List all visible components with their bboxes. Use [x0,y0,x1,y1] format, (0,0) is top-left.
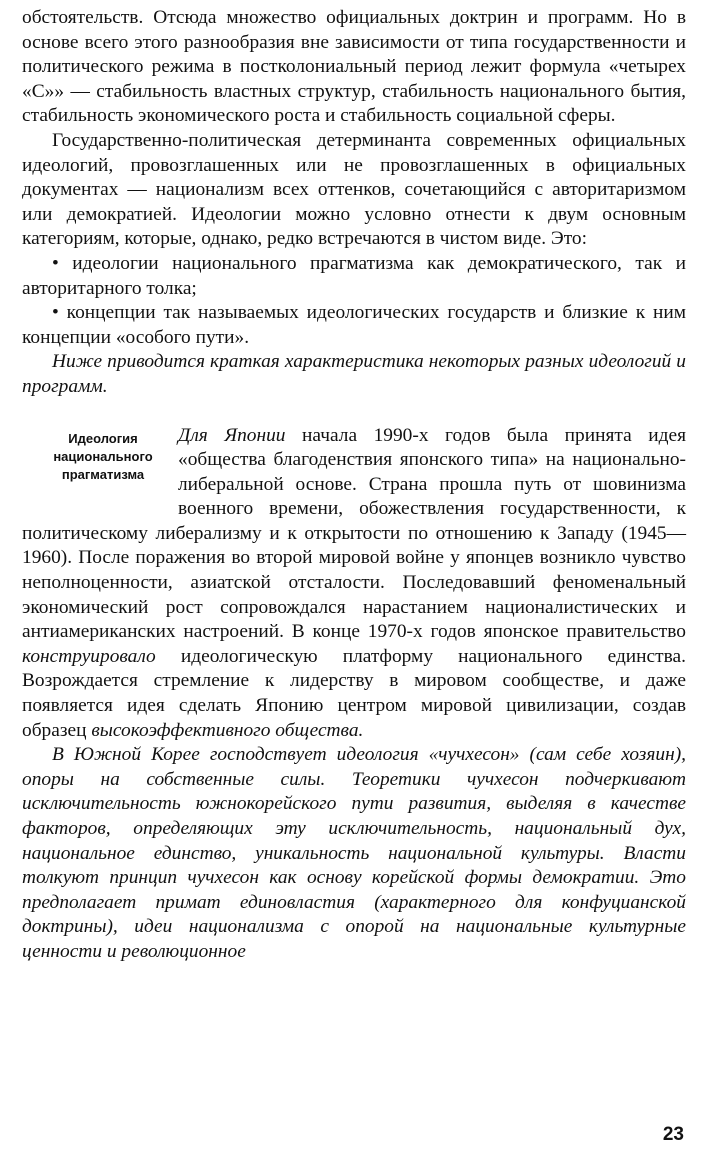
japan-italic-2: высокоэффективного общества. [91,719,364,741]
japan-text-2: идеологическую платформу национального единства. Возрождается стремление к лидерству в мировом сообществе, и даже появляется идея сделать Японию центром мировой цивилизации, создав образец [22,645,686,741]
japan-lead: Для Японии [178,424,286,446]
bullet-item-pragmatism: • идеологии национального прагматизма как демократического, так и авторитарного толка; [22,252,686,299]
sidebar-heading-line: прагматизма [61,466,145,482]
japan-italic-1: конструировало [22,645,156,667]
japan-text-1: начала 1990-х годов была принята идея «общества благоденствия японского типа» на национально-либеральной основе. Страна прошла путь от шовинизма военного времени, обожествления государственности, к политическому либерализму и к открытости по отношению к Западу (1945—1960). После поражения во второй мировой войне у японцев возникло чувство неполноценности, азиатской отсталости. Последовавший феноменальный экономический рост сопровождался нарастанием националистических и антиамериканских настроений. В конце 1970-х годов японское правительство [22,424,686,643]
section-japan [22,424,686,744]
page-body [22,6,686,965]
bullet-item-special-path: • концепции так называемых идеологических государств и близкие к ним концепции «особого пути». [22,302,686,348]
paragraph-determinant: Государственно-политическая детерминанта современных официальных идеологий, провозглашенных или не провозглашенных в официальных документах — национализм всех оттенков, сочетающийся с авторитаризмом или демократией. Идеологии можно условно отнести к двум основным категориям, которые, однако, редко встречаются в чистом виде. Это: [22,129,686,250]
sidebar-heading-line: Идеология [68,430,138,446]
paragraph-intro: Ниже приводится краткая характеристика некоторых разных идеологий и программ. [22,351,686,397]
paragraph-korea: В Южной Корее господствует идеология «чучхесон» (сам себе хозяин), опоры на собственные силы. Теоретики чучхесон подчеркивают исключительность южнокорейского пути развития, выделяя в качестве факторов, определяющих эту исключительность, национальный дух, национальное единство, уникальность национальной культуры. Власти толкуют принцип чучхесон как основу корейской формы демократии. Это предполагает примат единовластия (характерного для конфуцианской доктрины), идеи национализма с опорой на национальные культурные ценности и революционное [22,744,686,962]
section-gap [22,400,686,424]
sidebar-heading [36,430,170,484]
paragraph-formula: обстоятельств. Отсюда множество официальных доктрин и программ. Но в основе всего этого разнообразия вне зависимости от типа государственности и политического режима в постколониальный период лежит формула «четырех «С»» — стабильность властных структур, стабильность национального бытия, стабильность экономического роста и стабильность социальной сферы. [22,7,686,127]
page-number: 23 [662,1124,684,1145]
sidebar-heading-line: национального [53,448,153,464]
